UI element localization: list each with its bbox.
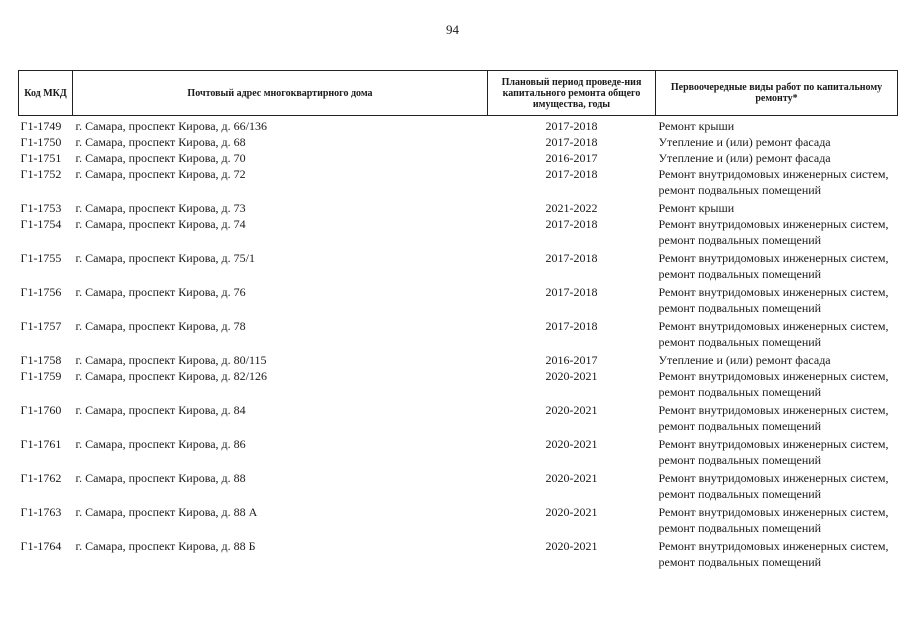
works-line: ремонт подвальных помещений [658,233,822,247]
works-line: Ремонт внутридомовых инженерных систем, [658,437,889,451]
cell-address: г. Самара, проспект Кирова, д. 88 Б [75,539,256,553]
cell-works [656,504,898,538]
cell-address: г. Самара, проспект Кирова, д. 80/115 [75,353,267,367]
cell-code: Г1-1753 [20,201,62,215]
cell-code: Г1-1757 [20,319,62,333]
cell-period: 2017-2018 [545,217,598,231]
cell-period: 2017-2018 [545,167,598,181]
cell-code: Г1-1764 [20,539,62,553]
cell-address: г. Самара, проспект Кирова, д. 73 [75,201,246,215]
cell-code: Г1-1756 [20,285,62,299]
works-line: Ремонт внутридомовых инженерных систем, [658,369,889,383]
works-line: Ремонт внутридомовых инженерных систем, [658,285,889,299]
works-line: ремонт подвальных помещений [658,183,822,197]
table-row [19,436,898,470]
cell-period: 2017-2018 [545,285,598,299]
cell-works [656,352,898,368]
cell-code: Г1-1759 [20,369,62,383]
cell-address: г. Самара, проспект Кирова, д. 88 А [75,505,258,519]
table-row [19,352,898,368]
cell-address: г. Самара, проспект Кирова, д. 82/126 [75,369,267,383]
table-row [19,368,898,402]
table-row [19,470,898,504]
cell-code: Г1-1749 [20,119,62,133]
table-row [19,150,898,166]
cell-works [656,284,898,318]
cell-period: 2017-2018 [545,251,598,265]
works-line: Ремонт внутридомовых инженерных систем, [658,319,889,333]
cell-period: 2020-2021 [545,471,598,485]
cell-code: Г1-1750 [20,135,62,149]
cell-period: 2020-2021 [545,539,598,553]
cell-period: 2020-2021 [545,505,598,519]
cell-works [656,368,898,402]
cell-works [656,216,898,250]
table-row [19,504,898,538]
cell-address: г. Самара, проспект Кирова, д. 66/136 [75,119,267,133]
header-address: Почтовый адрес многоквартирного дома [73,71,488,116]
cell-code: Г1-1763 [20,505,62,519]
works-line: ремонт подвальных помещений [658,521,822,535]
table-row [19,200,898,216]
works-line: ремонт подвальных помещений [658,453,822,467]
works-line: Ремонт крыши [658,201,735,215]
cell-address: г. Самара, проспект Кирова, д. 70 [75,151,246,165]
table-row [19,538,898,572]
works-line: Утепление и (или) ремонт фасада [658,135,831,149]
cell-works [656,436,898,470]
works-line: ремонт подвальных помещений [658,301,822,315]
cell-works [656,166,898,200]
cell-works [656,116,898,135]
cell-address: г. Самара, проспект Кирова, д. 86 [75,437,246,451]
cell-code: Г1-1761 [20,437,62,451]
cell-code: Г1-1751 [20,151,62,165]
cell-period: 2020-2021 [545,369,598,383]
table-row [19,402,898,436]
cell-code: Г1-1758 [20,353,62,367]
cell-address: г. Самара, проспект Кирова, д. 68 [75,135,246,149]
cell-period: 2020-2021 [545,437,598,451]
cell-period: 2016-2017 [545,151,598,165]
works-line: Ремонт внутридомовых инженерных систем, [658,539,889,553]
table-row [19,284,898,318]
cell-code: Г1-1760 [20,403,62,417]
works-line: Ремонт внутридомовых инженерных систем, [658,251,889,265]
cell-period: 2016-2017 [545,353,598,367]
cell-code: Г1-1755 [20,251,62,265]
table-row [19,216,898,250]
cell-period: 2021-2022 [545,201,598,215]
cell-address: г. Самара, проспект Кирова, д. 84 [75,403,246,417]
cell-period: 2017-2018 [545,319,598,333]
cell-period: 2017-2018 [545,119,598,133]
table-row [19,166,898,200]
header-period: Плановый период проведе-ния капитального ремонта общего имущества, годы [488,71,656,116]
cell-code: Г1-1762 [20,471,62,485]
works-line: ремонт подвальных помещений [658,385,822,399]
works-line: Ремонт внутридомовых инженерных систем, [658,217,889,231]
table-body [19,116,898,573]
works-line: ремонт подвальных помещений [658,555,822,569]
cell-address: г. Самара, проспект Кирова, д. 76 [75,285,246,299]
works-line: ремонт подвальных помещений [658,267,822,281]
works-line: Утепление и (или) ремонт фасада [658,353,831,367]
table-header [19,71,898,116]
header-code: Код МКД [19,71,73,116]
cell-works [656,150,898,166]
cell-code: Г1-1754 [20,217,62,231]
table-row [19,250,898,284]
table-row [19,116,898,135]
cell-address: г. Самара, проспект Кирова, д. 75/1 [75,251,255,265]
works-line: ремонт подвальных помещений [658,419,822,433]
cell-period: 2017-2018 [545,135,598,149]
works-line: Ремонт внутридомовых инженерных систем, [658,403,889,417]
cell-works [656,538,898,572]
cell-address: г. Самара, проспект Кирова, д. 72 [75,167,246,181]
works-line: ремонт подвальных помещений [658,487,822,501]
works-line: Ремонт внутридомовых инженерных систем, [658,471,889,485]
table-row [19,318,898,352]
table-row [19,134,898,150]
capital-repair-table [18,70,898,572]
cell-works [656,200,898,216]
works-line: Ремонт внутридомовых инженерных систем, [658,167,889,181]
cell-address: г. Самара, проспект Кирова, д. 88 [75,471,246,485]
header-works: Первоочередные виды работ по капитальному ремонту* [656,71,898,116]
works-line: Утепление и (или) ремонт фасада [658,151,831,165]
cell-address: г. Самара, проспект Кирова, д. 78 [75,319,246,333]
cell-works [656,318,898,352]
cell-works [656,402,898,436]
cell-works [656,134,898,150]
works-line: Ремонт внутридомовых инженерных систем, [658,505,889,519]
cell-address: г. Самара, проспект Кирова, д. 74 [75,217,246,231]
page-number: 94 [446,22,459,37]
cell-period: 2020-2021 [545,403,598,417]
works-line: ремонт подвальных помещений [658,335,822,349]
works-line: Ремонт крыши [658,119,735,133]
cell-code: Г1-1752 [20,167,62,181]
cell-works [656,250,898,284]
cell-works [656,470,898,504]
